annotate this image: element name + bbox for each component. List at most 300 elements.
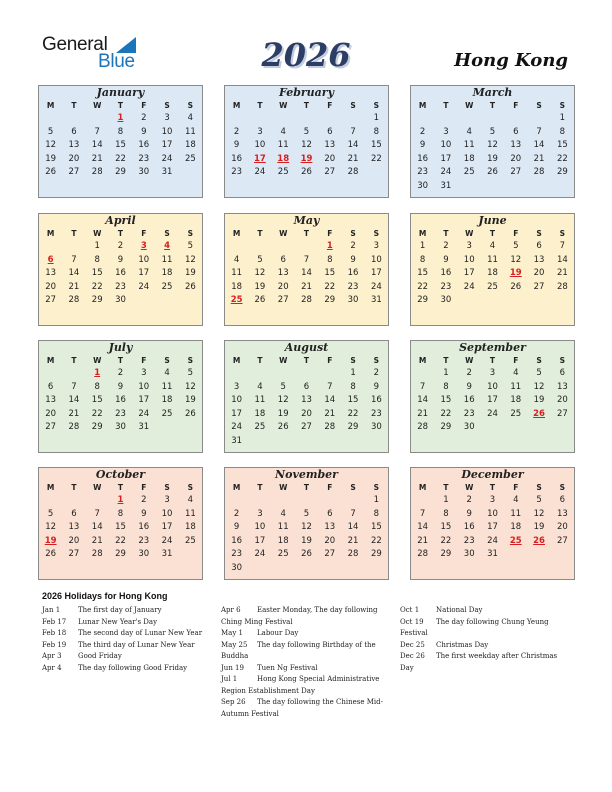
- weekday-header: T: [257, 483, 263, 492]
- day-cell: 23: [115, 408, 126, 419]
- weekday-header: W: [93, 229, 102, 238]
- day-cell: 10: [231, 395, 243, 405]
- day-cell: 23: [463, 408, 475, 419]
- day-cell: 18: [254, 408, 266, 419]
- day-cell: 18: [277, 535, 289, 546]
- day-cell: 3: [257, 126, 263, 137]
- day-cell: 2: [233, 508, 240, 519]
- day-cell: 11: [510, 508, 522, 519]
- day-cell: 28: [347, 549, 359, 559]
- day-cell: 8: [373, 508, 380, 519]
- day-grid: [411, 367, 574, 435]
- day-cell: 6: [536, 241, 542, 251]
- holiday-day-cell: 1: [326, 241, 333, 251]
- day-cell: 4: [489, 241, 496, 251]
- day-cell: 3: [443, 126, 449, 137]
- day-cell: 30: [138, 549, 150, 559]
- holiday-entry: [221, 697, 391, 720]
- day-cell: 4: [513, 495, 519, 505]
- month-title: July: [108, 341, 133, 354]
- day-cell: 28: [68, 295, 80, 305]
- weekday-header: T: [443, 229, 449, 238]
- day-cell: 22: [556, 153, 568, 164]
- day-cell: 30: [417, 180, 429, 191]
- weekday-header: W: [465, 356, 474, 365]
- weekday-header: T: [443, 101, 449, 110]
- day-cell: 5: [47, 126, 54, 137]
- holiday-date: May 1: [221, 629, 243, 637]
- day-cell: 18: [463, 153, 475, 164]
- holiday-day-cell: 26: [533, 408, 545, 419]
- day-cell: 23: [138, 535, 150, 546]
- weekday-header: T: [489, 101, 496, 110]
- day-cell: 3: [233, 381, 240, 392]
- day-cell: 14: [91, 140, 103, 150]
- holiday-entry: [400, 651, 572, 674]
- weekday-header: S: [350, 229, 356, 238]
- day-cell: 23: [347, 281, 359, 292]
- holiday-name: Tuen Ng Festival: [257, 663, 318, 672]
- weekday-header: F: [327, 356, 333, 365]
- holiday-day-cell: 1: [117, 113, 124, 123]
- day-cell: 16: [347, 268, 359, 278]
- day-cell: 10: [463, 254, 475, 265]
- day-cell: 3: [257, 508, 263, 519]
- weekday-header: T: [71, 229, 77, 238]
- weekday-header: W: [279, 356, 288, 365]
- day-cell: 25: [184, 153, 196, 164]
- empty-day-cell: [411, 367, 434, 381]
- holiday-day-cell: 19: [44, 535, 57, 546]
- day-cell: 18: [487, 268, 498, 278]
- day-cell: 5: [303, 508, 310, 519]
- day-cell: 5: [187, 368, 194, 378]
- day-cell: 17: [161, 522, 173, 532]
- day-cell: 14: [417, 522, 429, 532]
- day-cell: 10: [161, 508, 173, 519]
- day-cell: 31: [231, 435, 243, 446]
- day-cell: 13: [45, 268, 57, 278]
- month-february: [224, 85, 389, 198]
- weekday-header-row: [39, 100, 202, 112]
- holiday-date: Feb 19: [42, 640, 67, 649]
- day-cell: 11: [277, 522, 289, 532]
- day-cell: 24: [440, 167, 452, 177]
- day-cell: 4: [280, 508, 286, 519]
- day-cell: 8: [373, 126, 380, 137]
- day-cell: 1: [350, 368, 356, 378]
- day-cell: 22: [115, 535, 126, 546]
- weekday-header-row: [39, 228, 202, 240]
- day-cell: 13: [45, 395, 57, 405]
- day-cell: 18: [231, 281, 243, 292]
- day-cell: 5: [303, 126, 310, 137]
- day-cell: 23: [231, 167, 243, 177]
- day-cell: 18: [161, 395, 173, 405]
- day-cell: 26: [277, 422, 289, 432]
- day-grid: [39, 367, 202, 435]
- empty-day-cell: [318, 494, 341, 508]
- day-cell: 21: [417, 535, 429, 546]
- day-cell: 12: [510, 254, 522, 265]
- weekday-header: S: [536, 483, 542, 492]
- day-cell: 26: [301, 549, 312, 559]
- day-cell: 21: [91, 153, 103, 164]
- weekday-header: W: [465, 101, 474, 110]
- day-cell: 11: [487, 254, 498, 265]
- day-cell: 30: [231, 562, 243, 573]
- holiday-entry: [42, 640, 214, 652]
- day-cell: 11: [510, 381, 522, 392]
- day-cell: 24: [463, 281, 475, 292]
- day-cell: 26: [487, 167, 498, 177]
- holiday-day-cell: 3: [140, 241, 147, 251]
- day-cell: 16: [138, 140, 150, 150]
- day-cell: 21: [417, 408, 429, 419]
- day-cell: 31: [161, 549, 173, 559]
- day-cell: 19: [184, 268, 196, 278]
- day-cell: 20: [68, 153, 80, 164]
- holiday-name: The second day of Lunar New Year: [78, 629, 203, 637]
- day-cell: 24: [138, 408, 150, 419]
- day-grid: [39, 494, 202, 562]
- page-title-year: 2026: [261, 36, 351, 74]
- day-cell: 29: [324, 295, 336, 305]
- day-cell: 15: [440, 395, 452, 405]
- day-cell: 16: [463, 522, 475, 532]
- weekday-header: M: [46, 483, 55, 492]
- weekday-header: M: [232, 356, 241, 365]
- day-cell: 15: [115, 140, 126, 150]
- day-cell: 26: [510, 281, 522, 292]
- weekday-header: F: [327, 229, 333, 238]
- day-cell: 15: [370, 140, 382, 150]
- day-cell: 28: [68, 422, 80, 432]
- month-title: October: [95, 468, 146, 481]
- day-cell: 23: [417, 167, 429, 177]
- day-cell: 23: [138, 153, 150, 164]
- holiday-date: Apr 4: [42, 663, 62, 672]
- day-cell: 16: [463, 395, 475, 405]
- day-cell: 27: [556, 535, 568, 546]
- weekday-header: M: [418, 356, 427, 365]
- day-cell: 17: [370, 268, 382, 278]
- day-cell: 13: [301, 395, 312, 405]
- day-cell: 5: [536, 495, 542, 505]
- month-title: February: [278, 86, 334, 99]
- day-cell: 17: [440, 153, 452, 164]
- weekday-header: T: [117, 229, 124, 238]
- day-cell: 31: [370, 295, 382, 305]
- day-cell: 29: [417, 295, 429, 305]
- day-cell: 19: [533, 522, 545, 532]
- holiday-date: Sep 26: [221, 698, 246, 706]
- day-cell: 20: [324, 535, 336, 546]
- empty-day-cell: [39, 494, 62, 508]
- weekday-header: S: [536, 229, 542, 238]
- weekday-header: M: [418, 483, 427, 492]
- day-cell: 11: [254, 395, 266, 405]
- weekday-header: F: [141, 229, 147, 238]
- day-grid: [39, 240, 202, 308]
- day-cell: 30: [463, 549, 475, 559]
- day-cell: 2: [373, 368, 380, 378]
- holiday-date: Dec 26: [400, 652, 425, 660]
- holiday-day-cell: 25: [230, 295, 243, 305]
- holiday-entry: [400, 605, 572, 617]
- weekday-header: S: [559, 229, 566, 238]
- day-cell: 16: [417, 153, 429, 164]
- day-cell: 27: [324, 549, 336, 559]
- weekday-header: T: [71, 356, 77, 365]
- day-cell: 17: [254, 535, 266, 546]
- day-cell: 8: [350, 381, 356, 392]
- day-cell: 27: [45, 422, 57, 432]
- month-title: January: [96, 86, 145, 99]
- day-cell: 24: [138, 281, 150, 292]
- day-cell: 19: [45, 153, 57, 164]
- holiday-entry: [42, 663, 214, 675]
- day-cell: 21: [68, 408, 80, 419]
- day-cell: 8: [94, 381, 100, 392]
- day-cell: 3: [489, 495, 496, 505]
- day-cell: 24: [254, 549, 266, 559]
- empty-day-cell: [411, 494, 434, 508]
- holiday-date: Oct 19: [400, 617, 424, 626]
- empty-day-cell: [411, 112, 434, 126]
- day-cell: 30: [138, 167, 150, 177]
- weekday-header: T: [303, 101, 310, 110]
- day-cell: 25: [463, 167, 475, 177]
- empty-day-cell: [295, 240, 318, 254]
- day-cell: 30: [115, 295, 126, 305]
- day-cell: 8: [443, 508, 449, 519]
- day-cell: 4: [513, 368, 519, 378]
- weekday-header: S: [164, 229, 170, 238]
- day-cell: 10: [487, 381, 498, 392]
- day-cell: 1: [94, 241, 100, 251]
- day-cell: 9: [233, 522, 240, 532]
- day-cell: 24: [161, 153, 173, 164]
- day-cell: 23: [463, 535, 475, 546]
- day-cell: 12: [533, 381, 545, 392]
- day-cell: 2: [466, 368, 472, 378]
- day-cell: 7: [419, 508, 426, 519]
- day-cell: 6: [71, 126, 77, 137]
- weekday-header: S: [536, 101, 542, 110]
- day-cell: 29: [115, 549, 126, 559]
- weekday-header: W: [279, 101, 288, 110]
- weekday-header: F: [513, 356, 519, 365]
- day-cell: 6: [47, 381, 54, 392]
- weekday-header: S: [373, 483, 380, 492]
- month-title: September: [459, 341, 526, 354]
- empty-day-cell: [504, 112, 527, 126]
- empty-day-cell: [272, 494, 295, 508]
- holiday-date: Feb 17: [42, 617, 67, 626]
- day-cell: 25: [487, 281, 498, 292]
- weekday-header: F: [327, 101, 333, 110]
- day-cell: 25: [277, 167, 289, 177]
- day-cell: 5: [513, 241, 519, 251]
- day-cell: 29: [440, 549, 452, 559]
- day-cell: 7: [559, 241, 566, 251]
- day-cell: 7: [71, 381, 77, 392]
- weekday-header-row: [225, 355, 388, 367]
- day-cell: 14: [91, 522, 103, 532]
- weekday-header: M: [418, 229, 427, 238]
- day-cell: 1: [559, 113, 566, 123]
- holiday-name: The day following the Chinese Mid-Autumn Festival: [221, 698, 383, 718]
- day-cell: 11: [277, 140, 289, 150]
- day-cell: 10: [138, 254, 150, 265]
- day-cell: 5: [280, 381, 286, 392]
- weekday-header-row: [39, 482, 202, 494]
- day-cell: 29: [556, 167, 568, 177]
- day-cell: 7: [71, 254, 77, 265]
- day-cell: 31: [138, 422, 150, 432]
- weekday-header: S: [164, 101, 170, 110]
- weekday-header: M: [46, 101, 55, 110]
- day-grid: [225, 112, 388, 180]
- holiday-name: Christmas Day: [436, 640, 489, 649]
- day-cell: 26: [45, 167, 57, 177]
- weekday-header: M: [232, 483, 241, 492]
- day-grid: [225, 494, 388, 575]
- day-cell: 1: [443, 495, 449, 505]
- holiday-date: Apr 6: [221, 606, 241, 614]
- empty-day-cell: [318, 367, 341, 381]
- day-cell: 26: [301, 167, 312, 177]
- day-cell: 2: [419, 126, 426, 137]
- weekday-header: T: [71, 483, 77, 492]
- holiday-entry: [221, 674, 391, 697]
- day-cell: 22: [440, 535, 452, 546]
- day-cell: 28: [301, 295, 312, 305]
- weekday-header: S: [559, 356, 566, 365]
- day-grid: [411, 112, 574, 193]
- weekday-header: W: [465, 229, 474, 238]
- day-cell: 10: [440, 140, 452, 150]
- weekday-header: S: [164, 356, 170, 365]
- weekday-header: T: [257, 229, 263, 238]
- weekday-header: S: [559, 101, 566, 110]
- day-cell: 15: [556, 140, 568, 150]
- weekday-header: S: [187, 101, 194, 110]
- empty-day-cell: [225, 240, 248, 254]
- day-cell: 6: [303, 381, 310, 392]
- weekday-header: T: [117, 483, 124, 492]
- month-july: [38, 340, 203, 453]
- day-cell: 7: [350, 126, 356, 137]
- day-cell: 31: [161, 167, 173, 177]
- empty-day-cell: [86, 494, 109, 508]
- day-cell: 22: [347, 408, 359, 419]
- day-cell: 14: [68, 395, 80, 405]
- weekday-header: F: [141, 101, 147, 110]
- day-cell: 12: [277, 395, 289, 405]
- holiday-day-cell: 26: [533, 535, 545, 546]
- empty-day-cell: [248, 240, 271, 254]
- weekday-header: S: [559, 483, 566, 492]
- day-cell: 25: [510, 408, 522, 419]
- day-cell: 11: [463, 140, 475, 150]
- day-cell: 29: [370, 549, 382, 559]
- weekday-header-row: [411, 355, 574, 367]
- holiday-name: The first day of January: [78, 606, 162, 614]
- day-cell: 16: [138, 522, 150, 532]
- day-cell: 20: [45, 281, 57, 292]
- weekday-header: S: [350, 356, 356, 365]
- day-cell: 17: [161, 140, 173, 150]
- day-cell: 2: [117, 241, 124, 251]
- holiday-day-cell: 1: [94, 368, 101, 378]
- weekday-header: M: [46, 356, 55, 365]
- day-cell: 28: [533, 167, 545, 177]
- weekday-header-row: [225, 100, 388, 112]
- day-cell: 16: [231, 535, 243, 546]
- day-cell: 10: [138, 381, 150, 392]
- holiday-name: The day following Good Friday: [78, 663, 188, 672]
- day-cell: 13: [324, 522, 336, 532]
- day-cell: 1: [419, 241, 426, 251]
- day-cell: 29: [91, 422, 103, 432]
- day-cell: 11: [161, 254, 173, 265]
- day-cell: 27: [68, 549, 80, 559]
- day-cell: 27: [556, 408, 568, 419]
- empty-day-cell: [225, 112, 248, 126]
- weekday-header: S: [187, 483, 194, 492]
- day-cell: 29: [91, 295, 103, 305]
- day-cell: 1: [443, 368, 449, 378]
- day-cell: 19: [277, 408, 289, 419]
- day-cell: 3: [466, 241, 472, 251]
- day-cell: 19: [184, 395, 196, 405]
- day-cell: 17: [138, 268, 150, 278]
- day-cell: 31: [440, 180, 452, 191]
- day-cell: 8: [419, 254, 426, 265]
- day-grid: [411, 240, 574, 308]
- month-september: [410, 340, 575, 453]
- day-cell: 12: [45, 140, 57, 150]
- day-cell: 7: [94, 126, 100, 137]
- day-cell: 30: [347, 295, 359, 305]
- day-cell: 16: [370, 395, 382, 405]
- day-cell: 10: [161, 126, 173, 137]
- day-cell: 16: [115, 268, 126, 278]
- day-cell: 9: [373, 381, 380, 392]
- empty-day-cell: [272, 240, 295, 254]
- day-cell: 5: [489, 126, 496, 137]
- day-cell: 20: [68, 535, 80, 546]
- empty-day-cell: [458, 112, 481, 126]
- holiday-name: The third day of Lunar New Year: [78, 640, 195, 649]
- day-cell: 25: [184, 535, 196, 546]
- day-grid: [225, 240, 388, 308]
- empty-day-cell: [527, 112, 550, 126]
- day-cell: 20: [556, 522, 568, 532]
- day-cell: 6: [559, 495, 566, 505]
- day-cell: 6: [280, 254, 286, 265]
- day-cell: 15: [370, 522, 382, 532]
- day-cell: 14: [347, 522, 359, 532]
- holiday-date: May 25: [221, 640, 248, 649]
- holiday-name: Easter Monday, The day following Ching Ming Festival: [221, 606, 378, 626]
- day-cell: 9: [233, 140, 240, 150]
- day-cell: 11: [231, 268, 243, 278]
- holiday-entry: [42, 605, 214, 617]
- holiday-name: National Day: [436, 606, 483, 614]
